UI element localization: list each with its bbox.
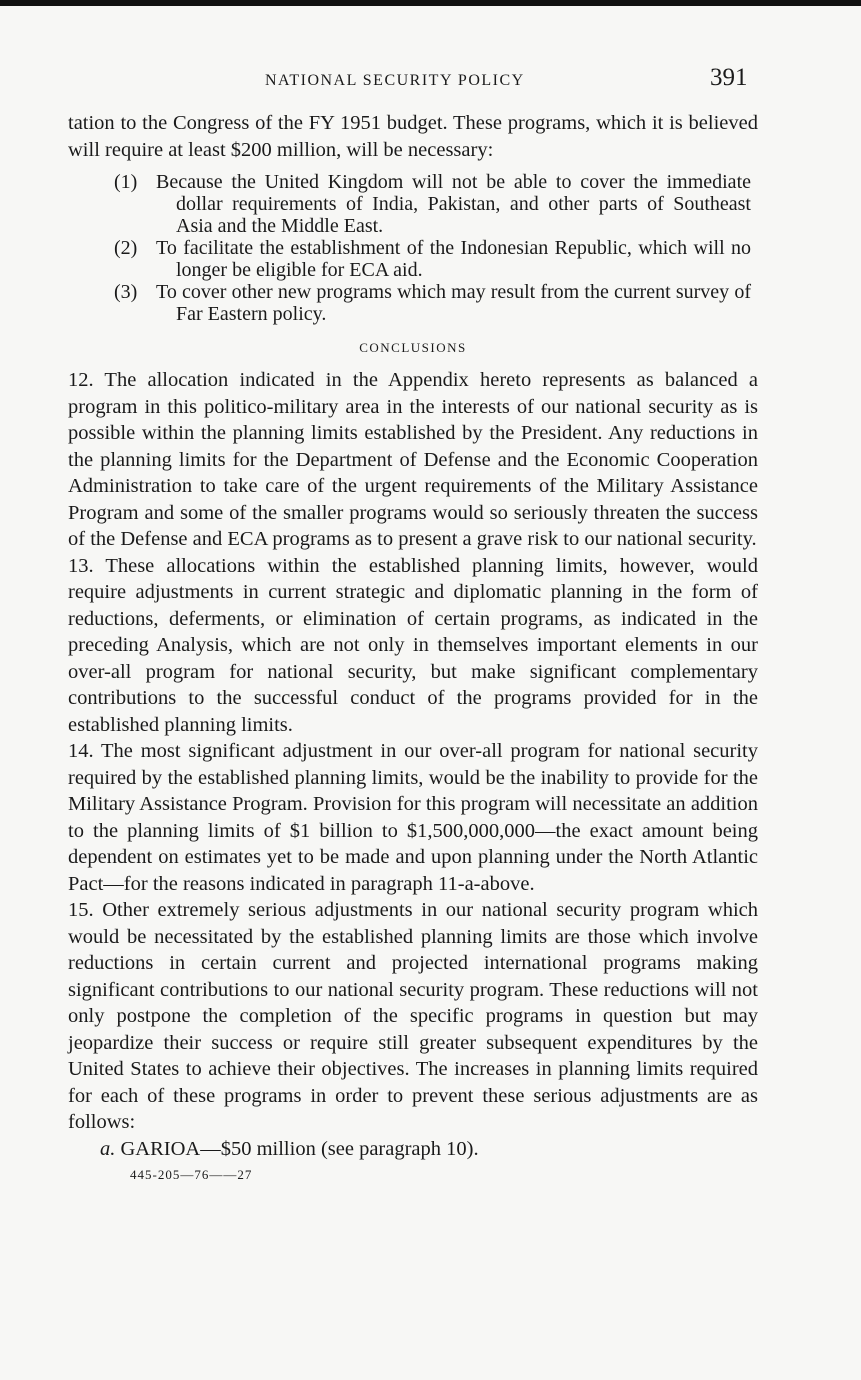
running-title: NATIONAL SECURITY POLICY (265, 72, 525, 89)
list-marker: (2) (114, 237, 138, 259)
list-item-text: Because the United Kingdom will not be able to cover the immediate dollar requirements of India, Pakistan, and other parts of Southeast Asia and the Middle East. (156, 171, 751, 237)
paragraph-15: 15. Other extremely serious adjustments in our national security program which would be necessitated by the established planning limits are those which involve reductions in certain current and projected international programs making significant contributions to our national security program. These reductions will not only postpone the completion of the specific programs in question but may jeopardize their success or require still greater subsequent expenditures by the United States to achieve their objectives. The increases in planning limits required for each of these programs in order to prevent these serious adjustments are as follows: (68, 899, 758, 1133)
list-item-text: To cover other new programs which may result from the current survey of Far Eastern policy. (156, 281, 751, 325)
paragraph-14: 14. The most significant adjustment in our over-all program for national security required by the established planning limits, would be the inability to provide for the Military Assistance Program. Provision for this program will necessitate an addition to the planning limits of $1 billion to $1,500,000,000—the exact amount being dependent on estimates yet to be made and upon planning under the North Atlantic Pact—for the reasons indicated in paragraph 11-a-above. (68, 740, 758, 895)
paragraph-12: 12. The allocation indicated in the Appendix hereto represents as balanced a program in this politico-military area in the interests of our national security as is possible within the planning limits established by the President. Any reductions in the planning limits for the Department of Defense and the Economic Cooperation Administration to take care of the urgent requirements of the Military Assistance Program and some of the smaller programs would so seriously threaten the success of the Defense and ECA programs as to present a grave risk to our national security. (68, 369, 758, 550)
numbered-list (68, 171, 758, 325)
section-heading-conclusions: CONCLUSIONS (359, 340, 467, 355)
page-top-border (0, 0, 861, 6)
intro-paragraph: tation to the Congress of the FY 1951 budget. These programs, which it is believed will require at least $200 million, will be necessary: (68, 112, 758, 161)
sub-item-text: GARIOA—$50 million (see paragraph 10). (120, 1137, 479, 1160)
page-number: 391 (710, 64, 748, 91)
printer-signature: 445-205—76——27 (130, 1167, 253, 1182)
list-item (68, 281, 751, 325)
sub-item-a (68, 1136, 758, 1163)
running-head (0, 64, 820, 98)
list-item (68, 237, 751, 281)
list-item (68, 171, 751, 237)
sub-item-marker: a. (100, 1137, 116, 1160)
list-marker: (3) (114, 281, 138, 303)
list-item-text: To facilitate the establishment of the Indonesian Republic, which will no longer be eligible for ECA aid. (156, 237, 751, 281)
page-body (68, 110, 758, 1189)
list-marker: (1) (114, 171, 138, 193)
paragraph-13: 13. These allocations within the established planning limits, however, would require adjustments in current strategic and diplomatic planning in the form of reductions, deferments, or elimination of certain programs, as indicated in the preceding Analysis, which are not only in themselves important elements in our over-all program for national security, but make significant complementary contributions to the successful conduct of the programs provided for in the established planning limits. (68, 554, 758, 736)
